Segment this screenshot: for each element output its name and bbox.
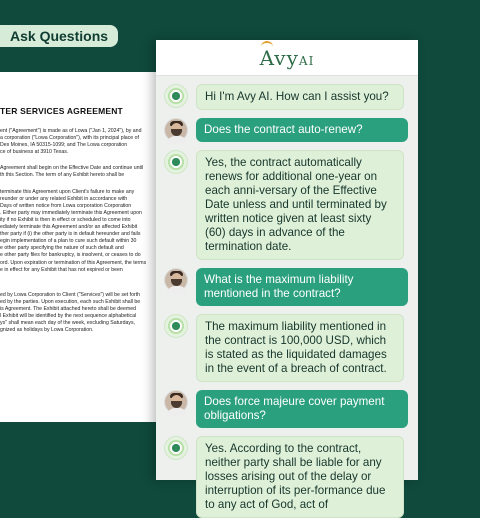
document-line: Agreement shall begin on the Effective Date and continue until (0, 165, 144, 172)
document-line: ity if no Exhibit is then in effect or scheduled to come into (0, 216, 131, 223)
document-line: e in effect for any Exhibit that has not expired or been (0, 266, 123, 273)
document-line: is Agreement. The Exhibit attached hereto shall be deemed (0, 305, 137, 312)
document-line: . Either party may immediately terminate this Agreement upon (0, 209, 142, 216)
user-bubble: Does the contract auto-renew? (196, 118, 408, 142)
user-bubble: Does force majeure cover payment obligations? (196, 390, 408, 428)
document-section-termination (0, 189, 169, 274)
document-line: ys" shall mean each day of the week, excluding Saturdays, (0, 320, 136, 327)
user-avatar (164, 390, 188, 414)
document-line: l Exhibit will be identified by the next sequence alphabetical (0, 312, 137, 319)
document-section-services (0, 292, 169, 335)
document-line: ent ("Agreement") is made as of Lowa ("Jan 1, 2024"), by and (0, 128, 142, 134)
document-line: gnized as holidays by Lowa Corporation. (0, 327, 94, 334)
ask-questions-tag: Ask Questions (0, 25, 118, 47)
document-line: e other party files for bankruptcy, is insolvent, or ceases to do (0, 252, 141, 259)
bot-message (164, 150, 410, 260)
document-line: Des Moines, IA 50315-1099; and The Lowa corporation (0, 142, 128, 149)
chat-header (156, 40, 418, 76)
bot-bubble: Yes, the contract automatically renews for additional one-year on each anni-versary of the Effective Date unless and until terminated by written notice given at least sixty (60) days in advance of the termination date. (196, 150, 404, 260)
bot-bubble: The maximum liability mentioned in the contract is 100,000 USD, which is stated as the liquidated damages in the event of a breach of contract. (196, 314, 404, 382)
document-line: Days of written notice from Lowa corporation Corporation (0, 202, 132, 209)
user-message (164, 118, 410, 142)
user-avatar (164, 118, 188, 142)
user-message (164, 390, 410, 428)
user-avatar (164, 268, 188, 292)
bot-message (164, 314, 410, 382)
document-line: a corporation ("Lowa Corporation"), with its principal place of (0, 135, 139, 142)
document-line: ord. Upon expiration or termination of this Agreement, the terms (0, 259, 147, 266)
user-message (164, 268, 410, 306)
bot-avatar (164, 150, 188, 174)
document-line: reunder or under any related Exhibit in accordance with (0, 195, 128, 202)
user-bubble: What is the maximum liability mentioned in the contract? (196, 268, 408, 306)
bot-message (164, 84, 410, 110)
bot-bubble: Yes. According to the contract, neither party shall be liable for any losses arising out of the delay or interruption of its per-formance due to any act of God, act of (196, 436, 404, 518)
document-line: ther party if (i) the other party is in default hereunder and fails (0, 231, 141, 238)
document-section-parties (0, 128, 169, 156)
document-line: ed by Lowa Corporation to Client ("Services") will be set forth (0, 291, 141, 298)
document-title: TER SERVICES AGREEMENT (0, 106, 123, 116)
avy-ai-logo: AvyAI (260, 46, 315, 70)
document-line: terminate this Agreement upon Client's failure to make any (0, 188, 135, 195)
contract-document (0, 72, 175, 422)
bot-bubble: Hi I'm Avy AI. How can I assist you? (196, 84, 404, 110)
message-list (156, 76, 418, 518)
chat-panel (156, 40, 418, 511)
document-line: e other party specifying the nature of such default and (0, 245, 124, 252)
document-section-term (0, 165, 169, 179)
document-line: th this Section. The term of any Exhibit hereto shall be (0, 172, 125, 179)
document-line: ediately terminate this Agreement and/or an affected Exhibit (0, 224, 138, 231)
bot-avatar (164, 84, 188, 108)
bot-avatar (164, 436, 188, 460)
bot-message (164, 436, 410, 518)
document-line: egin implementation of a plan to cure such default within 30 (0, 238, 137, 245)
bot-avatar (164, 314, 188, 338)
document-line: ce of business at 3910 Texas. (0, 149, 69, 156)
document-line: ed by the parties. Upon execution, each such Exhibit shall be (0, 298, 141, 305)
